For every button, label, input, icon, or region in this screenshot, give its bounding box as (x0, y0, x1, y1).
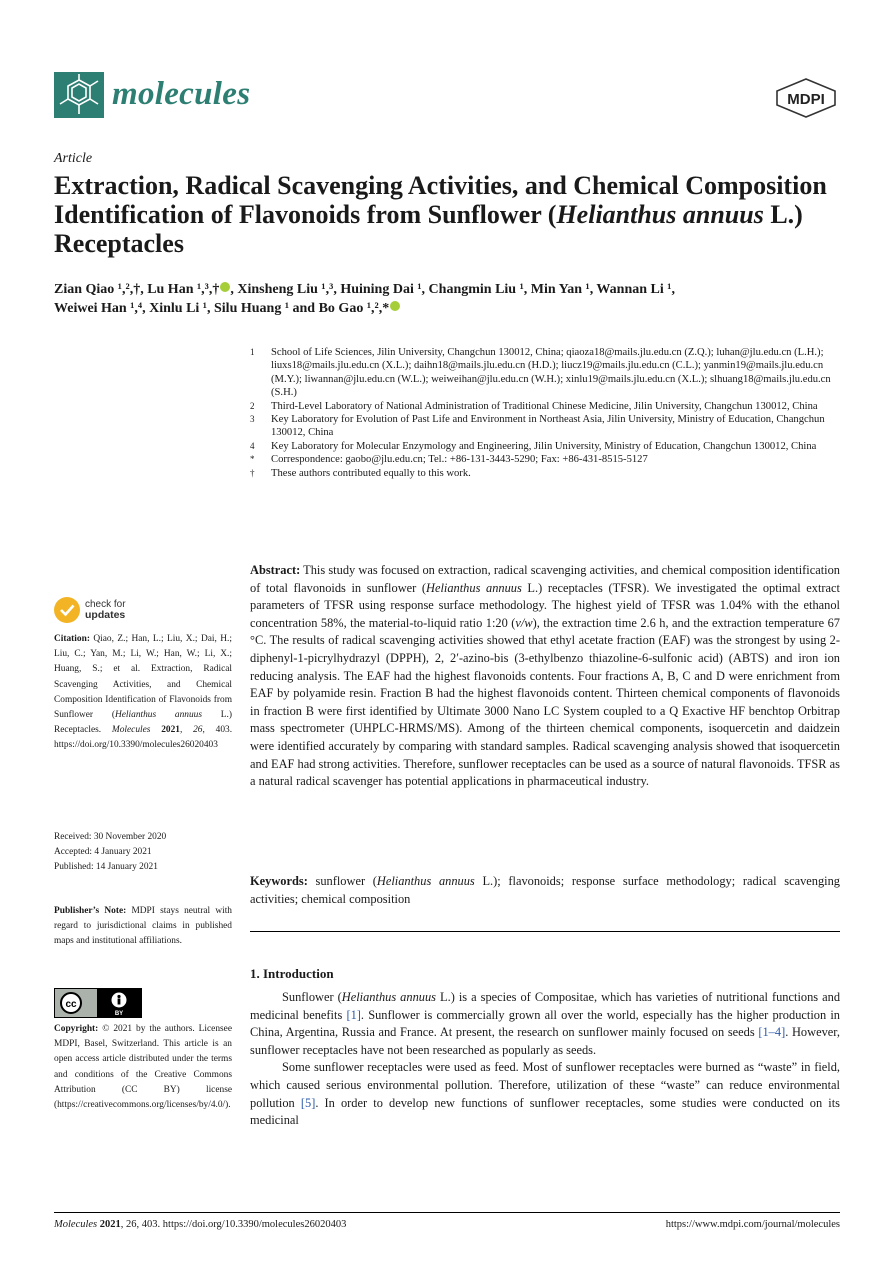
affiliation-item: 1 School of Life Sciences, Jilin University, Changchun 130012, China; qiaoza18@mails.jlu.edu.cn (Z.Q.); luhan@jlu.edu.cn (L.H.); liuxs18@mails.jlu.edu.cn (X.L.); daihn18@mails.jlu.edu.cn (H.D.); liucz19@mails.jlu.edu.cn (C.L.); yanmin19@mails.jlu.edu.cn (M.Y.); liwannan@jlu.edu.cn (W.L.); weiweihan@jlu.edu.cn (W.H.); xinlu19@mails.jlu.edu.cn (X.L.); slhuang18@mails.jlu.edu.cn (S.H.) (250, 347, 831, 399)
check-for-updates-badge[interactable]: check for updates (54, 597, 229, 627)
authors-line1: Zian Qiao ¹,²,†, Lu Han ¹,³,† (54, 282, 220, 297)
footer-citation: Molecules 2021, 26, 403. https://doi.org/10.3390/molecules26020403 (54, 1219, 347, 1230)
svg-text:cc: cc (65, 999, 77, 1010)
journal-logo (54, 72, 104, 118)
molecule-icon (54, 72, 104, 118)
citation-link[interactable]: [1–4] (758, 1025, 786, 1040)
footer-divider (54, 1212, 840, 1213)
check-icon (54, 597, 80, 623)
title-species: Helianthus annuus (556, 200, 764, 229)
author-list (54, 280, 844, 318)
citation-link[interactable]: [1] (346, 1007, 361, 1022)
cc-by-license-icon[interactable] (54, 988, 142, 1018)
authors-line2: Weiwei Han ¹,⁴, Xinlu Li ¹, Silu Huang ¹ and Bo Gao ¹,²,* (54, 301, 390, 316)
publisher-note: Publisher’s Note: MDPI stays neutral with regard to jurisdictional claims in published maps and institutional affiliations. (54, 906, 232, 947)
section-heading: 1. Introduction (250, 966, 334, 981)
article-title (54, 171, 844, 258)
paragraph: Sunflower (Helianthus annuus L.) is a species of Compositae, which has varieties of nutritional functions and medicinal benefits [1]. Sunflower is commercially grown all over the world, especially has the higher production in China, Argentina, Russia and France. At present, the research on sunflower mainly focused on seeds [1–4]. However, sunflower receptacles have not been researched as popularly as seeds. (250, 990, 841, 1057)
introduction-body (250, 989, 840, 1130)
mdpi-logo (775, 78, 837, 118)
paragraph: Some sunflower receptacles were used as feed. Most of sunflower receptacles were burned as “waste” in field, which caused serious environmental pollution. Therefore, utilization of these “waste” can reduce environmental pollution [5]. In order to develop new functions of sunflower receptacles, some studies were conducted on its medicinal (250, 1060, 840, 1128)
abstract: Abstract: This study was focused on extraction, radical scavenging activities, and chemical composition identification of total flavonoids in sunflower (Helianthus annuus L.) receptacles (TFSR). We investigated the optimal extract parameters of TFSR using response surface methodology. The highest yield of TFSR was 1.04% with the ethanol concentration 58%, the material-to-liquid ratio 1:20 (v/w), the extraction time 2.6 h, and the extraction temperature 67 °C. The results of radical scavenging activities showed that ethyl acetate fraction (EAF) was the strongest by using 2-diphenyl-1-picrylhydrazyl (DPPH), 2, 2′-azino-bis (3-ethylbenzo thiazoline-6-sulfonic acid) (ABTS) and iron ion reducing analysis. The EAF had the highest flavonoids contents. Four fractions A, B, C and D were enrichment from EAF by polyamide resin. Fraction B had the highest flavonoids content. Thirteen chemical components of flavonoids in fraction B were first identified by Ultimate 3000 Nano LC System coupled to a Q Exactive HF benchtop Orbitrap mass spectrometer (UHPLC-HRMS/MS). Among of the thirteen chemical components, isoquercetin and daidzein were identified accurately by comparing with standard samples. Radical scavenging analysis showed that isoquercetin and EAF had strong activities. Therefore, sunflower receptacles can be used as a source of natural flavonoids. TFSR as a natural radical scavenger has potential applications in pharmaceutical industry. (250, 563, 840, 789)
journal-name: molecules (112, 76, 251, 112)
copyright-block: Copyright: © 2021 by the authors. Licensee MDPI, Basel, Switzerland. This article is an open access article distributed under the terms and conditions of the Creative Commons Attribution (CC BY) license (https://creativecommons.org/licenses/by/4.0/). (54, 1024, 232, 1111)
title-main: Extraction, Radical Scavenging Activities, and Chemical Composition Identification of Flavonoids from Sunflower ( (54, 171, 827, 229)
publisher-name: MDPI (787, 91, 825, 108)
orcid-icon[interactable] (220, 282, 230, 292)
section-divider (250, 931, 840, 932)
authors-line1b: , Xinsheng Liu ¹,³, Huining Dai ¹, Changmin Liu ¹, Min Yan ¹, Wannan Li ¹, (230, 282, 675, 297)
received-date: Received: 30 November 2020 (54, 832, 167, 842)
dates-block (54, 830, 232, 876)
svg-text:BY: BY (114, 1011, 124, 1017)
affiliation-item: 3 Key Laboratory for Evolution of Past Life and Environment in Northeast Asia, Jilin University, Ministry of Education, Changchun 130012, China (250, 414, 825, 439)
correspondence: * Correspondence: gaobo@jlu.edu.cn; Tel.: +86-131-3443-5290; Fax: +86-431-8515-5127 (250, 454, 648, 466)
affiliation-item: 4 Key Laboratory for Molecular Enzymology and Engineering, Jilin University, Ministry of Education, Changchun 130012, China (250, 440, 817, 452)
citation-block: Citation: Qiao, Z.; Han, L.; Liu, X.; Dai, H.; Liu, C.; Yan, M.; Li, W.; Han, W.; Li, X.; Huang, S.; et al. Extraction, Radical Scavenging Activities, and Chemical Composition Identification of Flavonoids from Sunflower (Helianthus annuus L.) Receptacles. Molecules 2021, 26, 403. https://doi.org/10.3390/molecules26020403 (54, 634, 233, 751)
title-end: L.) Receptacles (54, 200, 803, 258)
affiliations (250, 346, 840, 480)
footer-journal-url[interactable]: https://www.mdpi.com/journal/molecules (665, 1219, 840, 1230)
orcid-icon[interactable] (390, 301, 400, 311)
keywords-label: Keywords: (250, 874, 308, 888)
citation-link[interactable]: [5] (300, 1095, 316, 1110)
accepted-date: Accepted: 4 January 2021 (54, 847, 152, 858)
published-date: Published: 14 January 2021 (54, 862, 158, 873)
article-type: Article (54, 151, 93, 166)
keywords: Keywords: sunflower (Helianthus annuus L.); flavonoids; response surface methodology; radical scavenging activities; chemical composition (250, 874, 840, 906)
affiliation-item: 2 Third-Level Laboratory of National Administration of Traditional Chinese Medicine, Jilin University, Changchun 130012, China (250, 400, 818, 412)
abstract-label: Abstract: (250, 563, 301, 577)
equal-contribution-note: † These authors contributed equally to this work. (250, 467, 471, 479)
